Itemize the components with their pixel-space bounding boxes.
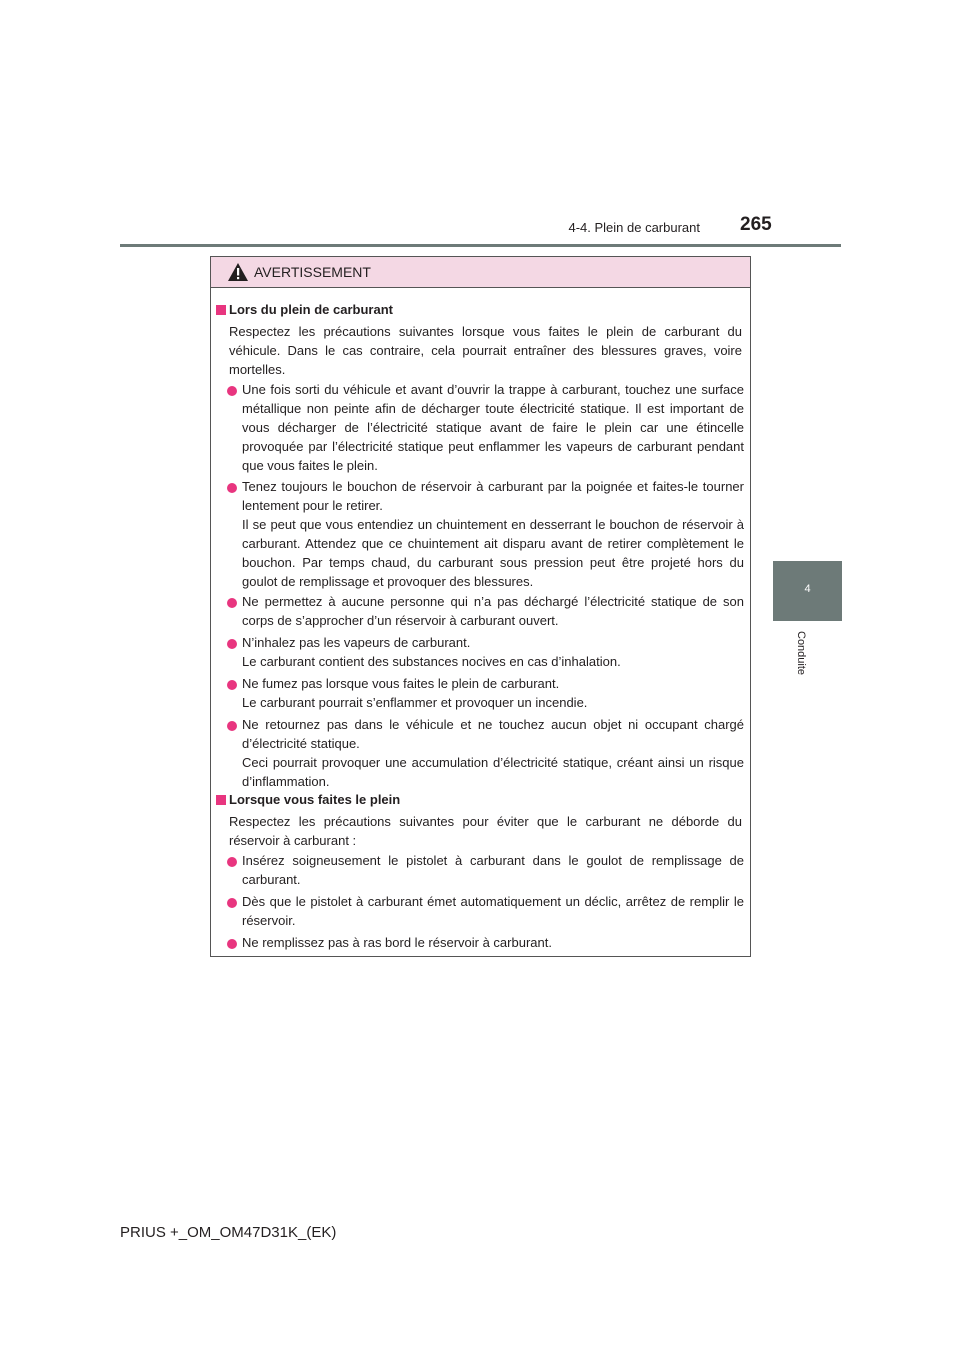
warning-box xyxy=(210,256,751,957)
section-heading-filling xyxy=(216,790,400,809)
bullet-line: Insérez soigneusement le pistolet à carburant dans le goulot de remplissage de carburant. xyxy=(242,853,744,887)
square-bullet-icon xyxy=(216,305,226,315)
bullet-item xyxy=(242,715,744,791)
bullet-line: Une fois sorti du véhicule et avant d’ouvrir la trappe à carburant, touchez une surface métallique non peinte afin de décharger toute électricité statique. Il est important de vous décharger de l’électricité statique avant de faire le plein car une étincelle provoquée par l’électricité statique peut enflammer les vapeurs de carburant pendant que vous faites le plein. xyxy=(242,382,744,473)
section-heading-text: Lors du plein de carburant xyxy=(229,302,393,317)
section-title: 4-4. Plein de carburant xyxy=(568,220,700,235)
bullet-item xyxy=(242,933,744,952)
bullet-line: Le carburant contient des substances nocives en cas d’inhalation. xyxy=(242,654,621,669)
section-intro: Respectez les précautions suivantes lorsque vous faites le plein de carburant du véhicule. Dans le cas contraire, cela pourrait entraîner des blessures graves, voire mortelles. xyxy=(229,324,742,377)
square-bullet-icon xyxy=(216,795,226,805)
warning-header xyxy=(211,257,750,288)
bullet-line: Il se peut que vous entendiez un chuintement en desserrant le bouchon de réservoir à carburant. Attendez que ce chuintement ait disparu avant de retirer complètement le bouchon. Par temps chaud, du carburant sous pression peut être projeté hors du goulot de remplissage et provoquer des blessures. xyxy=(242,517,744,589)
chapter-tab[interactable] xyxy=(773,561,842,621)
bullet-line: N’inhalez pas les vapeurs de carburant. xyxy=(242,635,471,650)
chapter-number: 4 xyxy=(804,583,811,595)
bullet-line: Ne fumez pas lorsque vous faites le plein de carburant. xyxy=(242,676,560,691)
circle-bullet-icon xyxy=(227,386,237,396)
bullet-item xyxy=(242,892,744,930)
bullet-item xyxy=(242,592,744,630)
circle-bullet-icon xyxy=(227,857,237,867)
warning-triangle-icon xyxy=(227,262,249,282)
circle-bullet-icon xyxy=(227,639,237,649)
section-heading-refueling xyxy=(216,300,393,319)
circle-bullet-icon xyxy=(227,898,237,908)
section-heading-text: Lorsque vous faites le plein xyxy=(229,792,401,807)
page-number: 265 xyxy=(740,214,772,235)
chapter-label: Conduite xyxy=(795,631,807,676)
bullet-line: Ceci pourrait provoquer une accumulation d’électricité statique, créant ainsi un risque d’inflammation. xyxy=(242,755,744,789)
bullet-item xyxy=(242,851,744,889)
bullet-item xyxy=(242,633,744,671)
circle-bullet-icon xyxy=(227,680,237,690)
bullet-line: Tenez toujours le bouchon de réservoir à carburant par la poignée et faites-le tourner lentement pour le retirer. xyxy=(242,479,744,513)
section-intro: Respectez les précautions suivantes pour éviter que le carburant ne déborde du réservoir à carburant : xyxy=(229,814,742,848)
circle-bullet-icon xyxy=(227,598,237,608)
bullet-item xyxy=(242,674,744,712)
header-rule xyxy=(120,244,841,247)
bullet-line: Ne remplissez pas à ras bord le réservoir à carburant. xyxy=(242,935,552,950)
warning-title: AVERTISSEMENT xyxy=(254,264,371,280)
bullet-item xyxy=(242,477,744,591)
bullet-item xyxy=(242,380,744,475)
bullet-line: Ne retournez pas dans le véhicule et ne touchez aucun objet ni occupant chargé d’électricité statique. xyxy=(242,717,744,751)
bullet-line: Dès que le pistolet à carburant émet automatiquement un déclic, arrêtez de remplir le réservoir. xyxy=(242,894,744,928)
circle-bullet-icon xyxy=(227,939,237,949)
document-code: PRIUS +_OM_OM47D31K_(EK) xyxy=(120,1224,337,1241)
bullet-line: Le carburant pourrait s’enflammer et provoquer un incendie. xyxy=(242,695,588,710)
circle-bullet-icon xyxy=(227,483,237,493)
bullet-line: Ne permettez à aucune personne qui n’a pas déchargé l’électricité statique de son corps de s’approcher d’un réservoir à carburant ouvert. xyxy=(242,594,744,628)
circle-bullet-icon xyxy=(227,721,237,731)
